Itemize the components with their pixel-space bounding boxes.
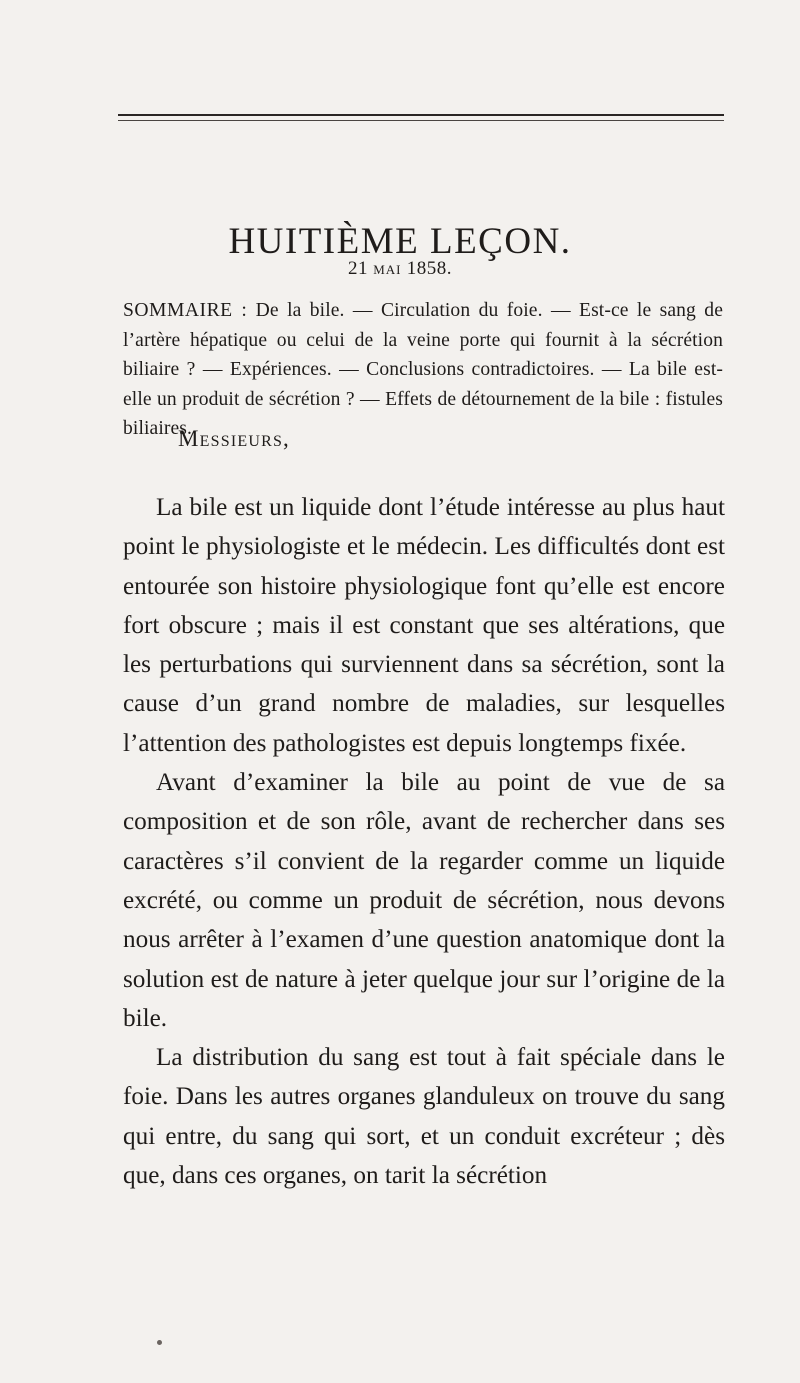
body-text: [123, 488, 725, 1195]
lecture-title: HUITIÈME LEÇON.: [228, 220, 572, 262]
ink-speck: [157, 1340, 162, 1345]
date-day: 21: [347, 258, 368, 279]
paragraph-1: La bile est un liquide dont l’étude intéresse au plus haut point le physiologiste et le médecin. Les difficultés dont est entourée son histoire physiologique font qu’elle est encore fort obscure ; mais il est constant que ses altérations, que les perturbations qui surviennent dans sa sécrétion, sont la cause d’un grand nombre de maladies, sur lesquelles l’attention des pathologistes est depuis longtemps fixée.: [123, 494, 725, 757]
paragraph-2: Avant d’examiner la bile au point de vue de sa composition et de son rôle, avant de rechercher dans ses caractères s’il convient de la regarder comme un liquide excrété, ou comme un produit de sécrétion, nous devons nous arrêter à l’examen d’une question anatomique dont la solution est de nature à jeter quelque jour sur l’origine de la bile.: [123, 769, 725, 1032]
salutation: Messieurs,: [178, 426, 290, 451]
date-year: 1858.: [406, 258, 453, 279]
summary-text: De la bile. — Circulation du foie. — Est-ce le sang de l’artère hépatique ou celui de la veine porte qui fournit à la sécrétion biliaire ? — Expériences. — Conclusions contradictoires. — La bile est-elle un produit de sécrétion ? — Effets de détournement de la bile : fistules biliaires.: [123, 300, 723, 439]
summary-block: [123, 296, 723, 444]
summary-label: SOMMAIRE :: [123, 300, 248, 321]
paragraph-3: La distribution du sang est tout à fait spéciale dans le foie. Dans les autres organes glanduleux on trouve du sang qui entre, du sang qui sort, et un conduit excréteur ; dès que, dans ces organes, on tarit la sécrétion: [123, 1044, 725, 1190]
header-rule: [118, 114, 724, 116]
date-month: MAI: [373, 262, 402, 277]
lecture-date: [0, 258, 800, 280]
header-rule-thin: [118, 120, 724, 121]
